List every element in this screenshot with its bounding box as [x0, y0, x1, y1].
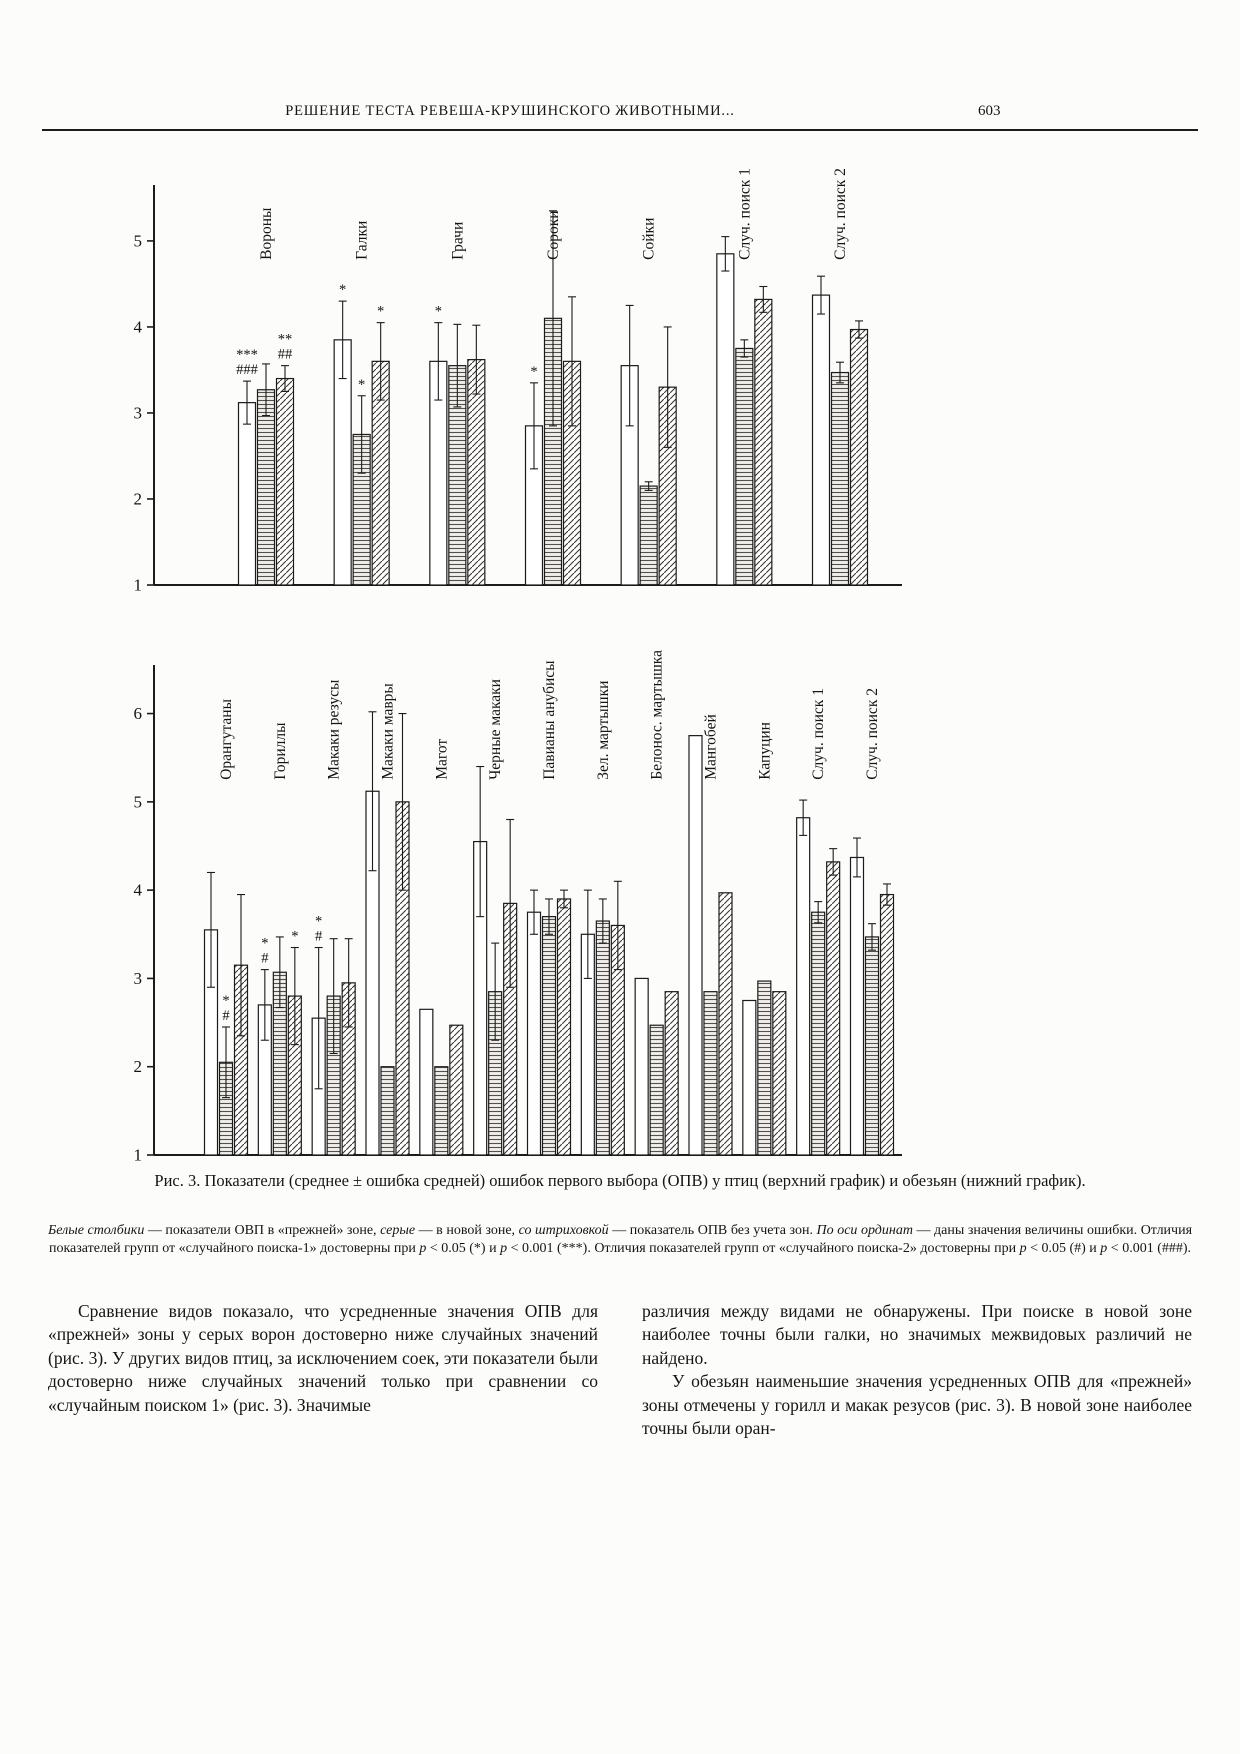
- body-text: [48, 1300, 1192, 1441]
- svg-text:Капуцин: Капуцин: [756, 722, 774, 780]
- paragraph: различия между видами не обнаружены. При поиске в новой зоне наиболее точны были галки, но значимых межвидовых различий не найдено.: [642, 1301, 1192, 1368]
- figure-3: [112, 135, 912, 1165]
- svg-text:*: *: [339, 282, 347, 299]
- legend-segment: < 0.001 (###).: [1107, 1241, 1192, 1257]
- svg-text:2: 2: [133, 489, 142, 509]
- body-column-left: [48, 1300, 598, 1441]
- svg-text:Вороны: Вороны: [258, 207, 275, 260]
- svg-text:*: *: [315, 913, 323, 930]
- legend-segment: p: [1019, 1241, 1027, 1257]
- legend-segment: — даны значения величины ошибки. Отличия показателей групп от «случайного поиска-1» достоверны при: [48, 1223, 1193, 1257]
- figure-caption: Рис. 3. Показатели (среднее ± ошибка средней) ошибок первого выбора (ОПВ) у птиц (верхний график) и обезьян (нижний график).: [154, 1171, 1086, 1190]
- legend-segment: < 0.001 (***). Отличия показателей групп от «случайного поиска-2» достоверны при: [507, 1241, 1020, 1257]
- paragraph: Сравнение видов показало, что усредненные значения ОПВ для «прежней» зоны у серых ворон достоверно ниже случайных значений (рис. 3). У других видов птиц, за исключением соек, эти показатели были достоверно ниже случайных значений только при сравнении со «случайным поиском 1» (рис. 3). Значимые: [48, 1301, 598, 1415]
- svg-text:*: *: [530, 363, 538, 380]
- svg-text:##: ##: [277, 346, 293, 363]
- svg-text:Зел. мартышки: Зел. мартышки: [594, 680, 612, 780]
- svg-text:Сороки: Сороки: [545, 210, 562, 260]
- svg-text:***: ***: [236, 347, 258, 364]
- legend-segment: p: [500, 1241, 508, 1257]
- svg-text:Случ. поиск 2: Случ. поиск 2: [832, 168, 849, 260]
- legend-segment: со штриховкой: [518, 1223, 609, 1238]
- paragraph: У обезьян наименьшие значения усредненных ОПВ для «прежней» зоны отмечены у горилл и макак резусов (рис. 3). В новой зоне наиболее точны были оран-: [642, 1371, 1192, 1439]
- svg-text:Грачи: Грачи: [449, 221, 467, 260]
- svg-text:*: *: [434, 303, 442, 320]
- svg-text:Случ. поиск 2: Случ. поиск 2: [864, 688, 881, 780]
- monkeys-bar-chart: [112, 610, 912, 1165]
- svg-text:Белонос. мартышка: Белонос. мартышка: [648, 650, 666, 780]
- birds-bar-chart: [112, 135, 912, 595]
- page-number: 603: [978, 103, 1001, 119]
- svg-text:1: 1: [133, 1145, 142, 1165]
- header-rule: [42, 129, 1198, 131]
- running-head: РЕШЕНИЕ ТЕСТА РЕВЕША-КРУШИНСКОГО ЖИВОТНЫМИ...: [285, 103, 735, 119]
- legend-segment: По оси ординат: [816, 1223, 913, 1238]
- svg-text:5: 5: [133, 231, 142, 251]
- svg-text:5: 5: [133, 792, 142, 812]
- svg-text:Галки: Галки: [353, 220, 371, 260]
- svg-text:Случ. поиск 1: Случ. поиск 1: [736, 168, 754, 260]
- svg-text:*: *: [377, 303, 385, 320]
- svg-text:3: 3: [133, 403, 142, 423]
- svg-text:Гориллы: Гориллы: [271, 722, 289, 780]
- svg-text:Сойки: Сойки: [640, 217, 658, 260]
- svg-text:*: *: [358, 376, 366, 393]
- legend-segment: p: [419, 1241, 427, 1257]
- legend-segment: p: [1100, 1241, 1108, 1257]
- svg-text:Черные макаки: Черные макаки: [487, 679, 505, 780]
- body-column-right: [642, 1300, 1192, 1441]
- svg-text:Случ. поиск 1: Случ. поиск 1: [810, 688, 828, 780]
- legend-segment: < 0.05 (#) и: [1026, 1241, 1101, 1257]
- svg-text:3: 3: [133, 968, 142, 988]
- svg-text:*: *: [291, 928, 299, 945]
- legend-segment: — показатели ОВП в «прежней» зоне,: [144, 1223, 381, 1238]
- svg-text:#: #: [315, 928, 323, 945]
- svg-text:2: 2: [133, 1057, 142, 1077]
- svg-text:*: *: [222, 992, 230, 1009]
- figure-legend: [48, 1222, 1192, 1259]
- svg-text:*: *: [261, 935, 269, 952]
- svg-text:###: ###: [236, 362, 258, 379]
- svg-text:Павианы анубисы: Павианы анубисы: [541, 660, 558, 780]
- legend-segment: — в новой зоне,: [415, 1223, 519, 1238]
- svg-text:Мангобей: Мангобей: [702, 714, 720, 780]
- svg-text:Макаки резусы: Макаки резусы: [325, 679, 343, 780]
- legend-segment: серые: [380, 1223, 416, 1238]
- svg-text:Магот: Магот: [433, 738, 451, 780]
- legend-segment: Белые столбики: [48, 1223, 145, 1238]
- svg-text:Орангутаны: Орангутаны: [218, 698, 235, 780]
- svg-text:Макаки мавры: Макаки мавры: [379, 683, 397, 780]
- svg-text:4: 4: [133, 317, 142, 337]
- legend-segment: — показатель ОПВ без учета зон.: [608, 1223, 817, 1238]
- svg-text:6: 6: [133, 704, 142, 724]
- svg-text:#: #: [261, 950, 269, 967]
- svg-text:1: 1: [133, 575, 142, 595]
- svg-text:#: #: [222, 1007, 230, 1024]
- svg-text:4: 4: [133, 880, 142, 900]
- svg-text:**: **: [277, 331, 293, 348]
- legend-segment: < 0.05 (*) и: [426, 1241, 501, 1257]
